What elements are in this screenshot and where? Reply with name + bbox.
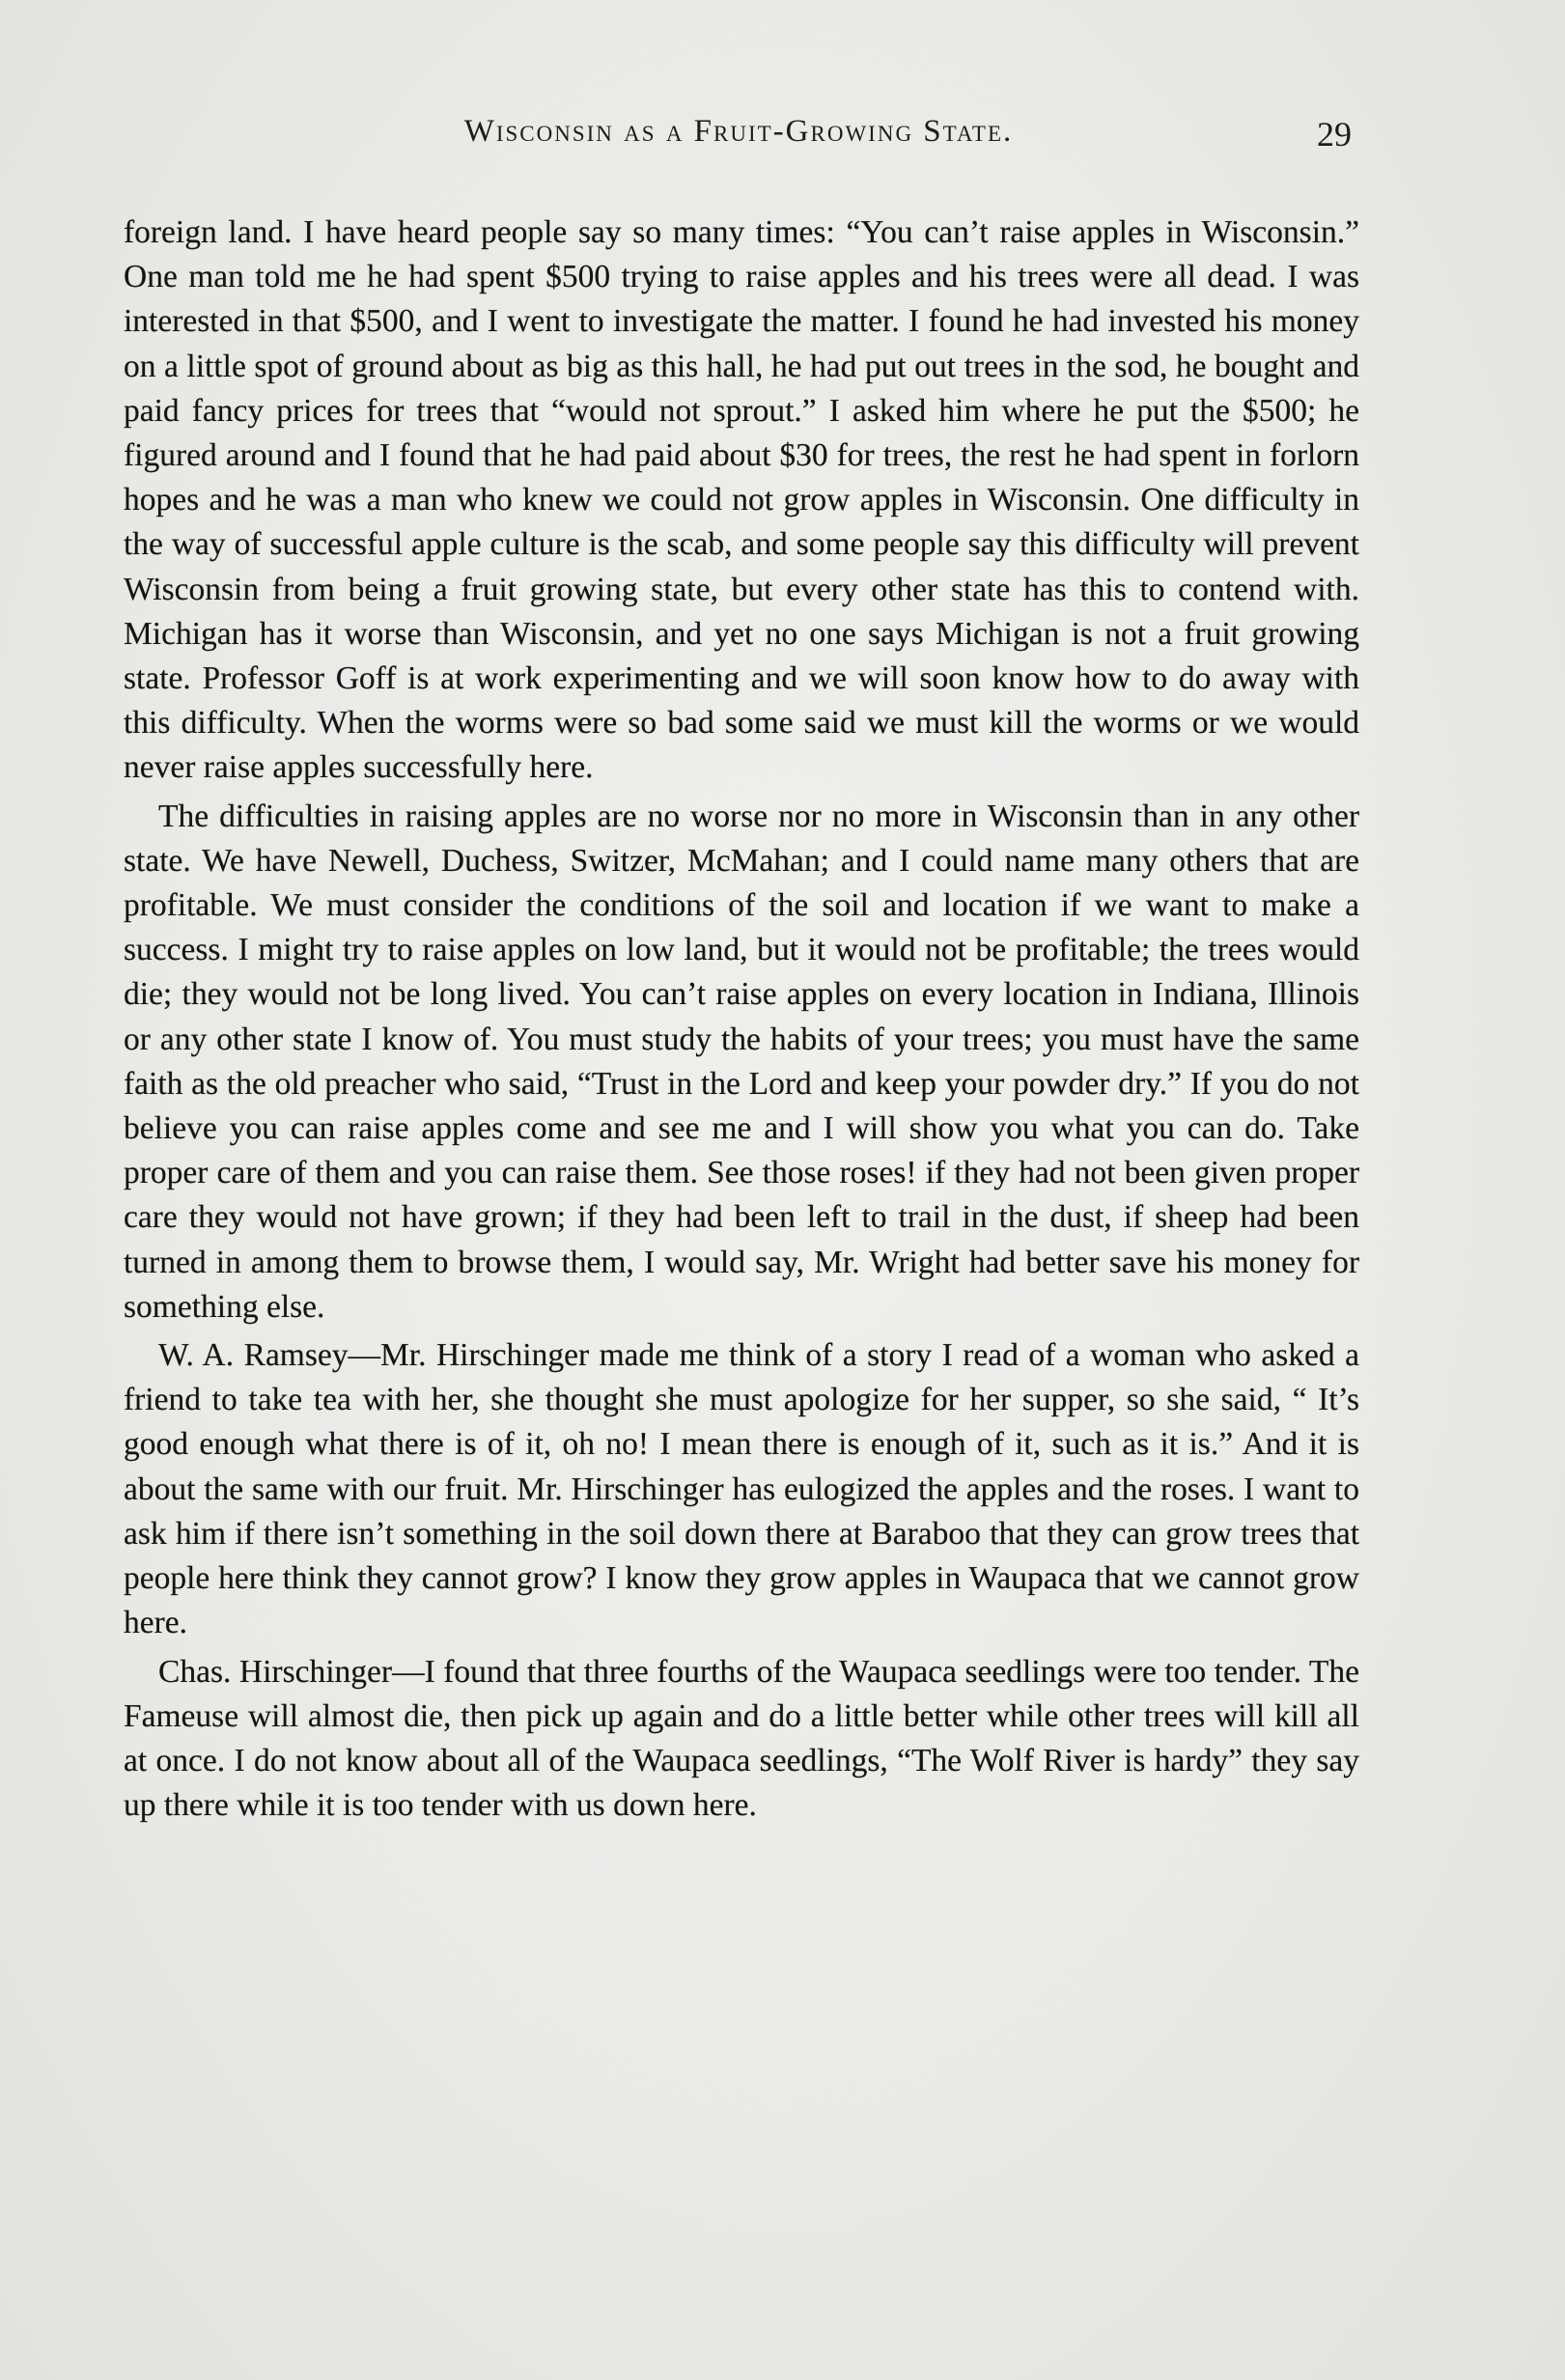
page-number: 29 (1317, 115, 1352, 154)
paragraph-ramsey-remarks: W. A. Ramsey—Mr. Hirschinger made me think of a story I read of a woman who asked a friend to take tea with her, she thought she must apologize for her supper, so she said, “ It’s good enough what there is of it, oh no! I mean there is enough of it, such as it is.” And it is about the same with our fruit. Mr. Hirschinger has eulogized the apples and the roses. I want to ask him if there isn’t something in the soil down there at Baraboo that they can grow trees that people here think they cannot grow? I know they grow apples in Waupaca that we cannot grow here. (124, 1337, 1359, 1641)
paragraph-continuation: foreign land. I have heard people say so many times: “You can’t raise apples in Wisconsin.” One man told me he had spent $500 trying to raise apples and his trees were all dead. I was interested in that $500, and I went to investigate the matter. I found he had invested his money on a little spot of ground about as big as this hall, he had put out trees in the sod, he bought and paid fancy prices for trees that “would not sprout.” I asked him where he put the $500; he figured around and I found that he had paid about $30 for trees, the rest he had spent in forlorn hopes and he was a man who knew we could not grow apples in Wisconsin. One difficulty in the way of successful apple culture is the scab, and some people say this difficulty will prevent Wisconsin from being a fruit growing state, but every other state has this to contend with. Michigan has it worse than Wisconsin, and yet no one says Michigan is not a fruit growing state. Professor Goff is at work experimenting and we will soon know how to do away with this difficulty. When the worms were so bad some said we must kill the worms or we would never raise apples successfully here. (124, 214, 1359, 786)
running-head (126, 114, 1352, 172)
body-text (124, 210, 1359, 1832)
paragraph-hirschinger-reply: Chas. Hirschinger—I found that three fourths of the Waupaca seedlings were too tender. The Fameuse will almost die, then pick up again and do a little better while other trees will kill all at once. I do not know about all of the Waupaca seedlings, “The Wolf River is hardy” they say up there while it is too tender with us down here. (124, 1653, 1359, 1824)
paragraph-apple-difficulties: The difficulties in raising apples are no worse nor no more in Wisconsin than in any other state. We have Newell, Duchess, Switzer, McMahan; and I could name many others that are profitable. We must consider the conditions of the soil and location if we want to make a success. I might try to raise apples on low land, but it would not be profitable; the trees would die; they would not be long lived. You can’t raise apples on every location in Indiana, Illinois or any other state I know of. You must study the habits of your trees; you must have the same faith as the old preacher who said, “Trust in the Lord and keep your powder dry.” If you do not believe you can raise apples come and see me and I will show you what you can do. Take proper care of them and you can raise them. See those roses! if they had not been given proper care they would not have grown; if they had been left to trail in the dust, if sheep had been turned in among them to browse them, I would say, Mr. Wright had better save his money for something else. (124, 798, 1359, 1325)
running-title: Wisconsin as a Fruit-Growing State. (463, 114, 1014, 149)
